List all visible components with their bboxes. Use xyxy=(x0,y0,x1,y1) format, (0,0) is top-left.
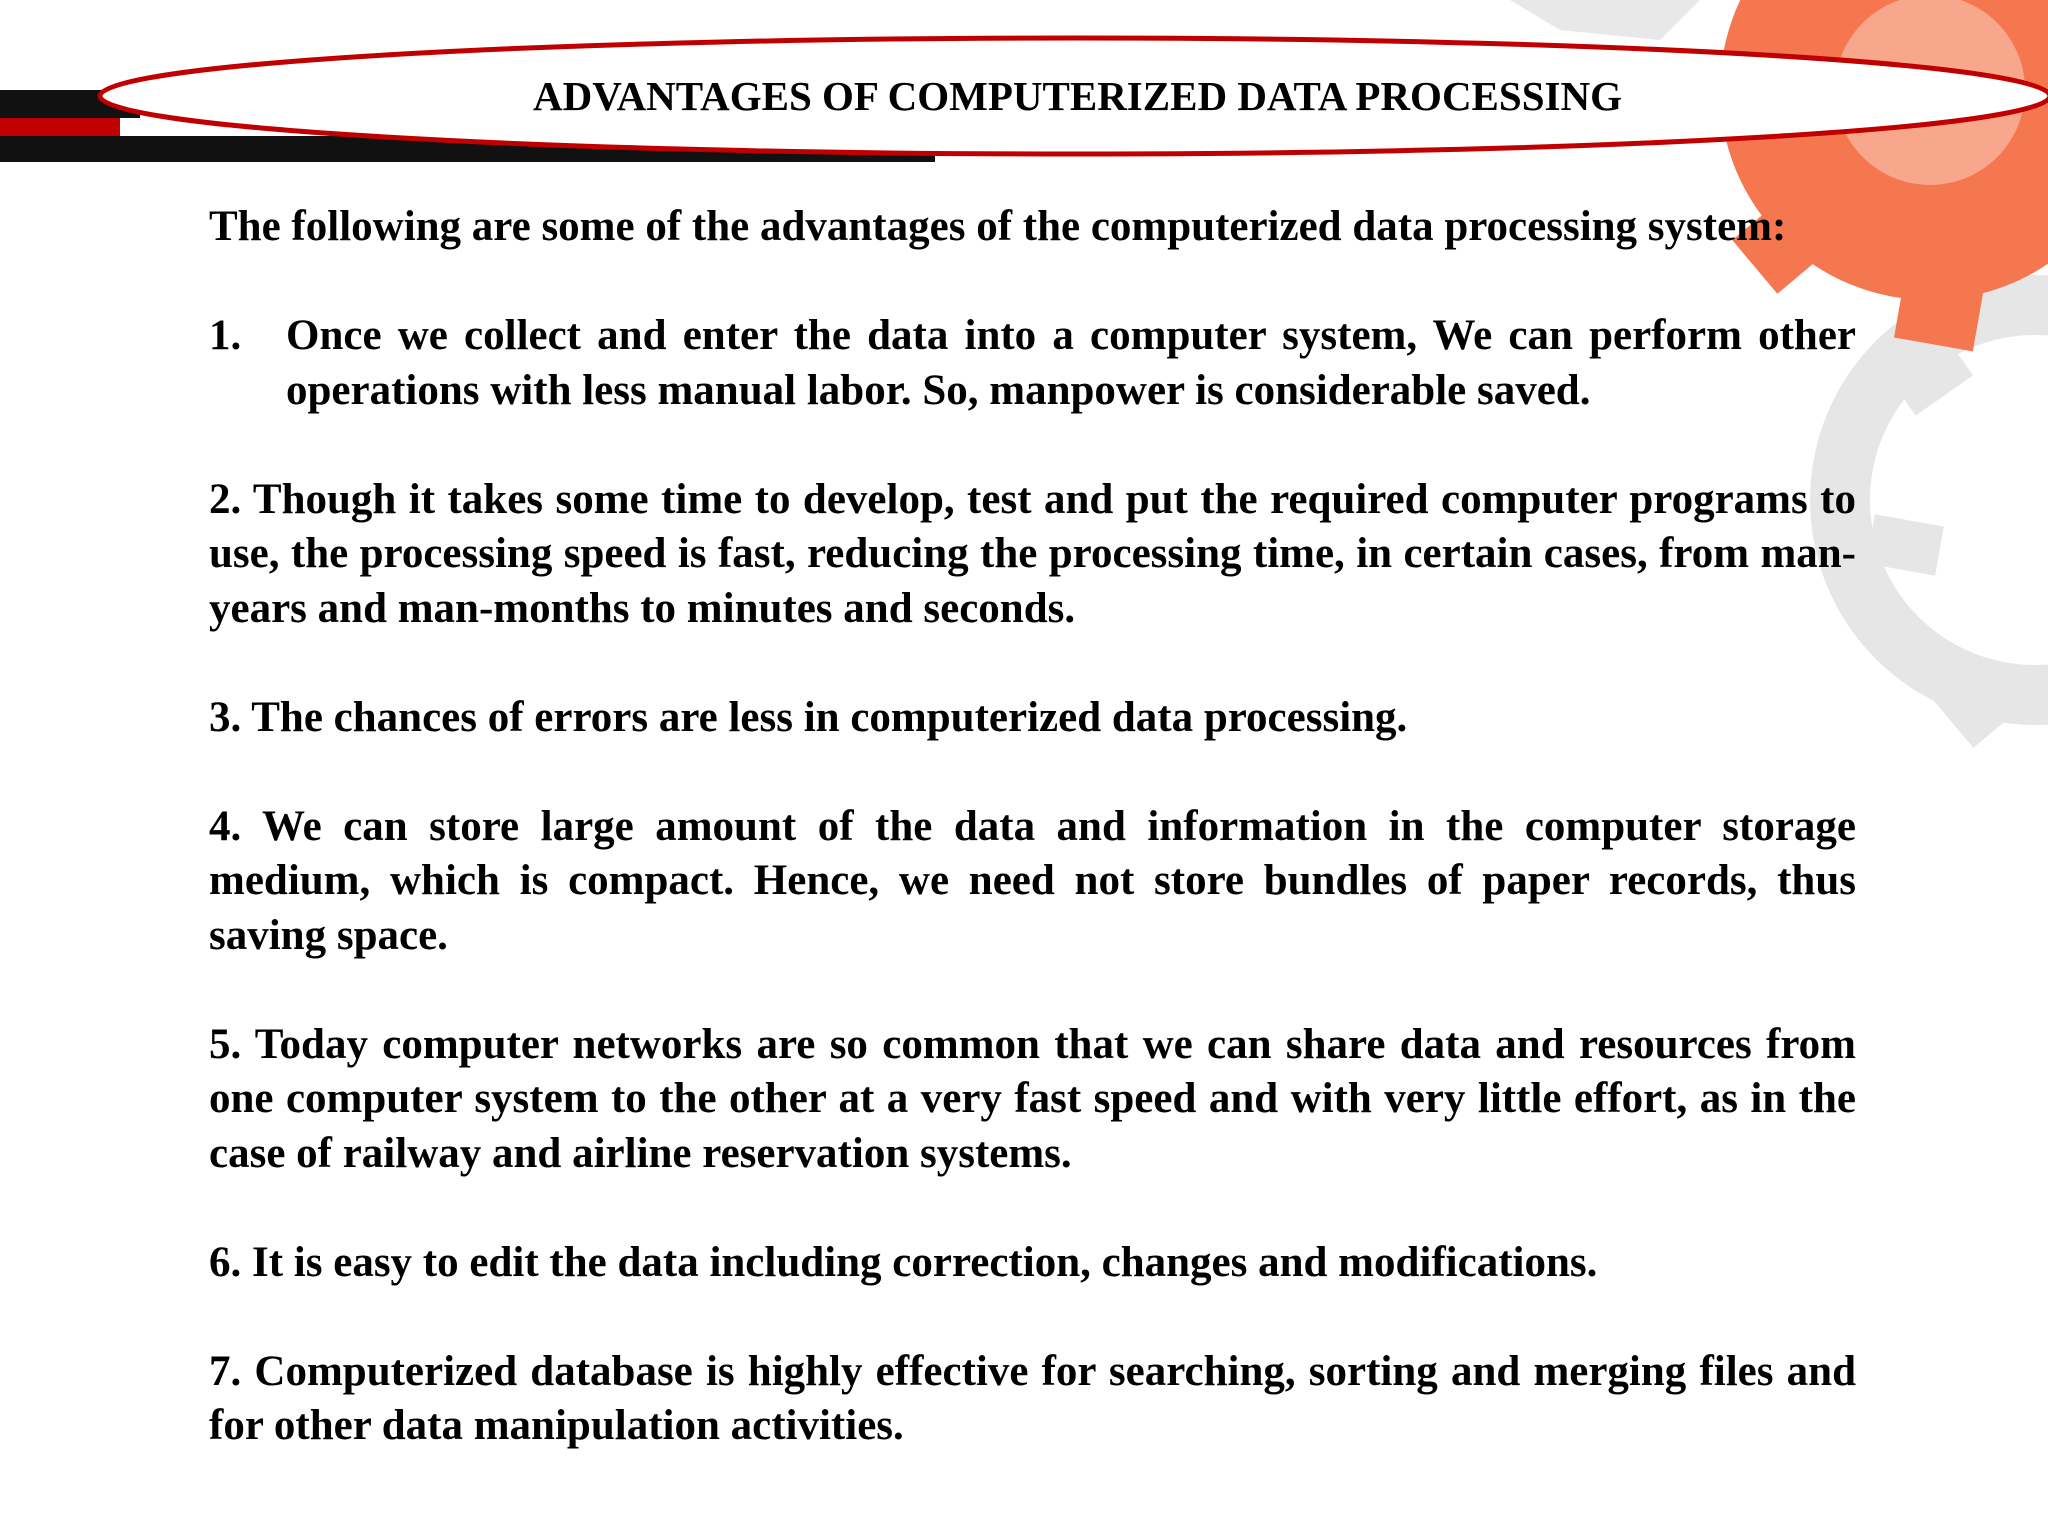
list-item: 4. We can store large amount of the data and information in the computer storage medium, which is compact. Hence, we need not store bundles of paper records, thus saving space. xyxy=(209,802,1856,959)
list-item: 7. Computerized database is highly effective for searching, sorting and merging files and for other data manipulation activities. xyxy=(209,1347,1856,1449)
list-item: 2. Though it takes some time to develop, test and put the required computer programs to use, the processing speed is fast, reducing the processing time, in certain cases, from man-years and man-months to minutes and seconds. xyxy=(209,475,1856,632)
slide-title: ADVANTAGES OF COMPUTERIZED DATA PROCESSING xyxy=(533,73,1622,119)
list-item: 5. Today computer networks are so common that we can share data and resources from one computer system to the other at a very fast speed and with very little effort, as in the case of railway and airline reservation systems. xyxy=(209,1020,1856,1177)
slide-content xyxy=(209,200,1856,1454)
list-item: 3. The chances of errors are less in computerized data processing. xyxy=(209,693,1408,741)
intro-paragraph: The following are some of the advantages of the computerized data processing system: xyxy=(209,203,1787,250)
list-item xyxy=(209,309,1856,418)
item-text: Once we collect and enter the data into a computer system, We can perform other operations with less manual labor. So, manpower is considerable saved. xyxy=(286,312,1856,414)
list-item: 6. It is easy to edit the data including correction, changes and modifications. xyxy=(209,1238,1598,1286)
item-number: 1. xyxy=(209,312,242,359)
